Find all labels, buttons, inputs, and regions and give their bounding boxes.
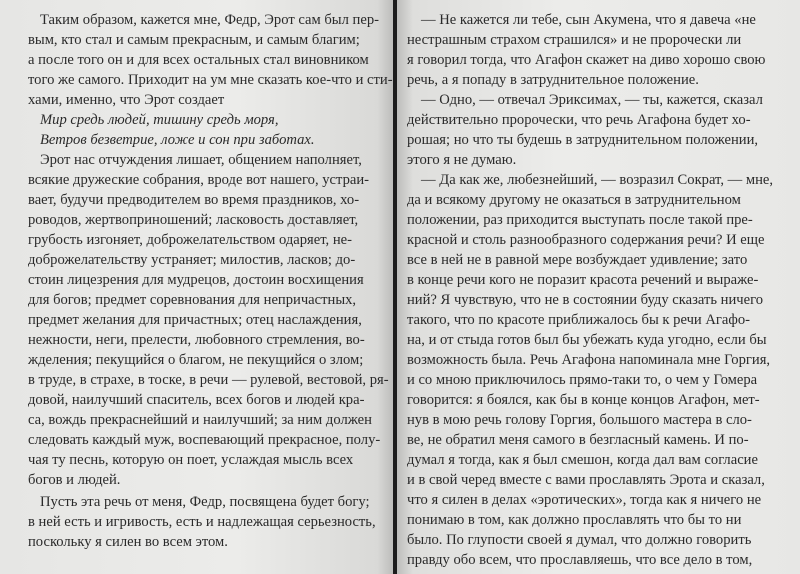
text-line: доброжелательству устраняет; милостив, ласков; до- [28,252,356,268]
text-line: стоин лицезрения для мудрецов, достоин восхищения [28,272,364,288]
left-page [0,0,393,574]
text-line: я говорил тогда, что Агафон скажет на диво хорошо свою [407,52,766,68]
text-line: этого я не думаю. [407,152,517,168]
text-line: следовать каждый муж, воспевающий прекрасное, полу- [28,432,381,448]
text-line: да и всякому другому не оказаться в затруднительном [407,192,741,208]
text-line: — Не кажется ли тебе, сын Акумена, что я давеча «не [421,12,756,28]
text-line: Эрот нас отчуждения лишает, общением наполняет, [40,152,362,168]
text-line: возможность была. Речь Агафона напоминала мне Горгия, [407,352,771,368]
text-line: все в ней не в равной мере возбуждает удивление; зато [407,252,748,268]
text-line: са, вождь прекраснейший и наилучший; за ним должен [28,412,372,428]
text-line: довой, наилучший спаситель, всех богов и людей кра- [28,392,365,408]
text-line: хами, именно, что Эрот создает [28,92,225,108]
text-line: предмет желания для причастных; отец наслаждения, [28,312,362,328]
text-line: вым, кто стал и самым прекрасным, и самым благим; [28,32,360,48]
text-line: ве, не обратил меня самого в безгласный камень. И по- [407,432,749,448]
text-line: в ней есть и игривость, есть и надлежащая серьезность, [28,514,376,530]
text-line: было. По глупости своей я думал, что должно говорить [407,532,752,548]
text-line: такого, что по красоте приближалось бы к речи Агафо- [407,312,750,328]
text-line: речь, а я попаду в затруднительное положение. [407,72,699,88]
text-line: положении, раз приходится выступать после такой пре- [407,212,753,228]
text-line: того же самого. Приходит на ум мне сказать кое-что и сти- [28,72,393,88]
text-line: нежности, неги, прелести, любовного стремления, во- [28,332,365,348]
text-line: нестрашным страхом страшился» и не пророчески ли [407,32,742,48]
text-line: красной и столь разнообразного содержания речи? И еще [407,232,765,248]
text-line: думал я тогда, как я был смешон, когда дал вам согласие [407,452,758,468]
text-line: вает, будучи предводителем во время праздников, хо- [28,192,360,208]
verse-line: Мир средь людей, тишину средь моря, [40,112,279,128]
text-line: нув в мою речь голову Горгия, большого мастера в сло- [407,412,752,428]
text-line: жделения; пекущийся о благом, не пекущийся о злом; [28,352,364,368]
text-line: поскольку я силен во всем этом. [28,534,228,550]
text-line: богов и людей. [28,472,121,488]
text-line: действительно пророчески, что речь Агафона будет хо- [407,112,751,128]
text-line: что я силен в делах «эротических», тогда как я ничего не [407,492,762,508]
text-line: грубость изгоняет, доброжелательством одаряет, не- [28,232,352,248]
text-line: говорится: я боялся, как бы в конце концов Агафон, мет- [407,392,760,408]
text-line: — Да как же, любезнейший, — возразил Сократ, — мне, [421,172,774,188]
text-line: на, и от стыда готов был бы убежать куда угодно, если бы [407,332,767,348]
text-line: ний? Я чувствую, что не в состоянии буду сказать ничего [407,292,764,308]
text-line: в конце речи кого не поразит красота речений и выраже- [407,272,759,288]
text-line: чая ту песнь, которую он поет, услаждая мысль всех [28,452,354,468]
text-line: понимаю в том, как должно прославлять что бы то ни [407,512,742,528]
verse-line: Ветров безветрие, ложе и сон при заботах. [40,132,315,148]
text-line: роводов, жертвоприношений; ласковость доставляет, [28,212,359,228]
text-line: всякие дружеские собрания, вроде вот нашего, устраи- [28,172,370,188]
text-line: Пусть эта речь от меня, Федр, посвящена будет богу; [40,494,370,510]
text-line: и со мною приключилось прямо-таки то, о чем у Гомера [407,372,758,388]
text-line: правду обо всем, что прославляешь, что все дело в том, [407,552,753,568]
text-line: — Одно, — отвечал Эриксимах, — ты, кажется, сказал [421,92,763,108]
text-line: а после того он и для всех остальных стал виновником [28,52,369,68]
text-line: в труде, в страхе, в тоске, в речи — рулевой, вестовой, ря- [28,372,389,388]
right-page [397,0,800,574]
text-line: и в свой черед вместе с вами прославлять Эрота и сказал, [407,472,765,488]
text-line: рошая; но что ты будешь в затруднительном положении, [407,132,759,148]
text-line: Таким образом, кажется мне, Федр, Эрот сам был пер- [40,12,379,28]
text-line: для богов; предмет соревнования для непричастных, [28,292,357,308]
